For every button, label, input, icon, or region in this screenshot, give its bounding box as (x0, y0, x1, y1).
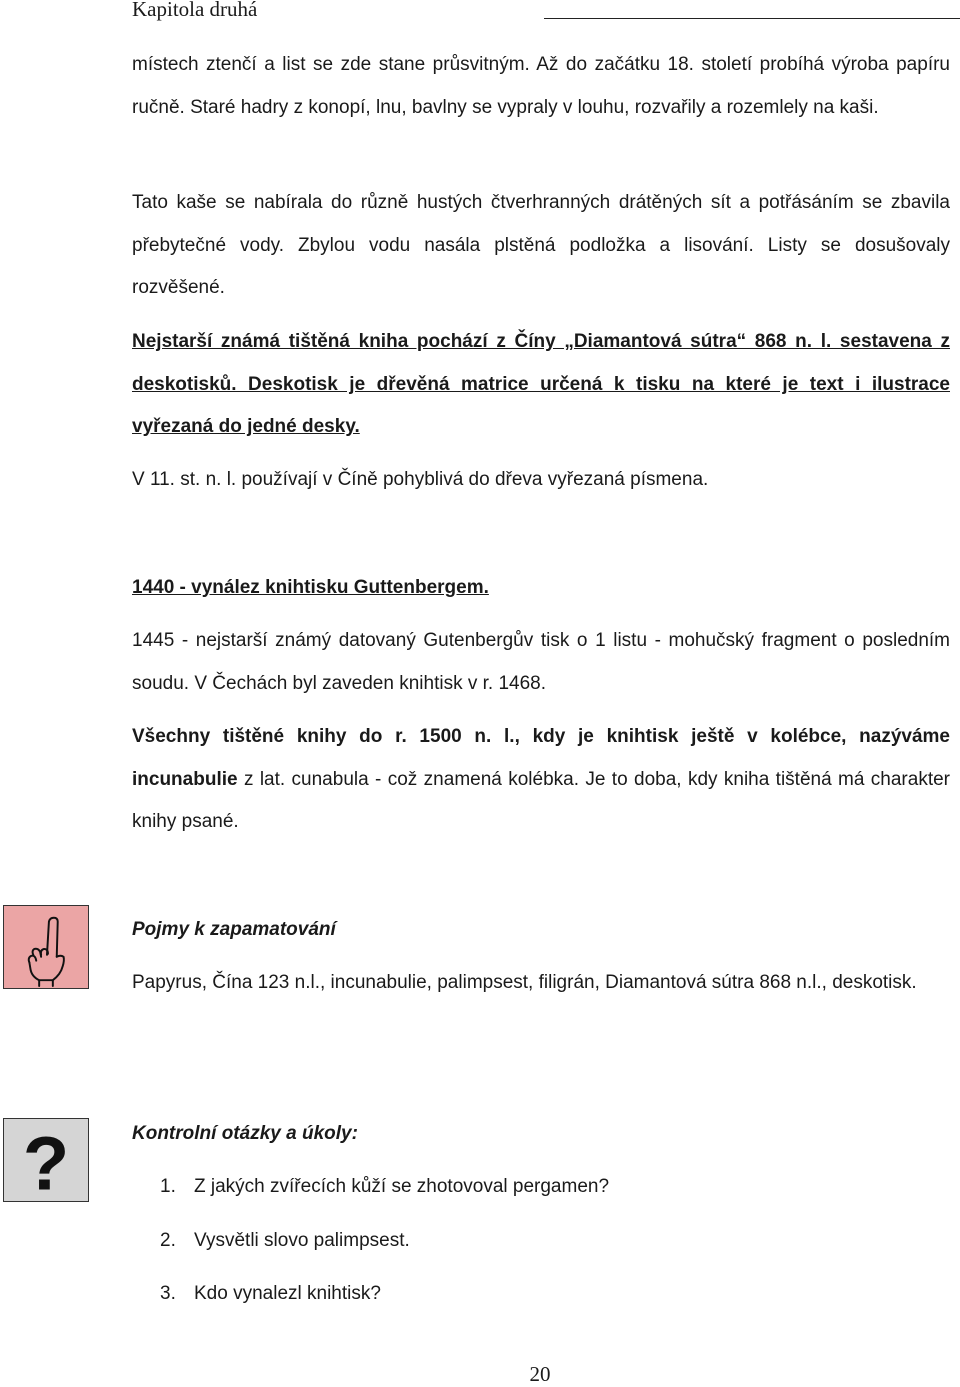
page-number: 20 (529, 1362, 551, 1386)
questions-heading: Kontrolní otázky a úkoly: (132, 1123, 358, 1144)
incunabula-explanation: z lat. cunabula - což znamená kolébka. Je to doba, kdy kniha tištěná má charakter knihy psané. (132, 768, 950, 833)
header-rule (544, 18, 960, 19)
incunabula-intro: Všechny tištěné knihy do r. 1500 n. l., kdy je knihtisk ještě v kolébce, nazýváme (132, 726, 950, 747)
paragraph-paper-production: místech ztenčí a list se zde stane průsvitným. Až do začátku 18. století probíhá výroba papíru ručně. Staré hadry z konopí, lnu, bavlny se vypraly v louhu, rozvařily a rozemlely na kaši. (132, 54, 950, 118)
question-item: 3. Kdo vynalezl knihtisk? (160, 1283, 381, 1304)
paragraph-paper-drying: Tato kaše se nabírala do různě hustých čtverhranných drátěných sít a potřásáním se zbavila přebytečné vody. Zbylou vodu nasála plstěná podložka a lisování. Listy se dosušovaly rozvěšené. (132, 192, 950, 299)
concepts-list: Papyrus, Čína 123 n.l., incunabulie, palimpsest, filigrán, Diamantová sútra 868 n.l., deskotisk. (132, 972, 917, 993)
paragraph-gutenberg-invention: 1440 - vynález knihtisku Guttenbergem. (132, 577, 489, 598)
paragraph-mainz-fragment: 1445 - nejstarší známý datovaný Gutenbergův tisk o 1 listu - mohučský fragment o posledním soudu. V Čechách byl zaveden knihtisk v r. 1468. (132, 630, 950, 694)
paragraph-movable-type: V 11. st. n. l. používají v Číně pohyblivá do dřeva vyřezaná písmena. (132, 469, 709, 490)
chapter-title: Kapitola druhá (132, 0, 258, 21)
page-header (132, 0, 960, 22)
question-mark-icon (3, 1118, 89, 1202)
concepts-heading: Pojmy k zapamatování (132, 919, 336, 940)
question-item: 2. Vysvětli slovo palimpsest. (160, 1230, 410, 1251)
incunabula-term: incunabulie (132, 768, 238, 790)
paragraph-diamond-sutra: Nejstarší známá tištěná kniha pochází z Číny „Diamantová sútra“ 868 n. l. sestavena z deskotisků. Deskotisk je dřevěná matrice určená k tisku na které je text i ilustrace vyřezaná do jedné desky. (132, 331, 950, 438)
pointing-finger-icon (3, 905, 89, 989)
question-item: 1. Z jakých zvířecích kůží se zhotovoval pergamen? (160, 1176, 610, 1197)
paragraph-incunabula (132, 716, 950, 844)
svg-text:?: ? (22, 1121, 70, 1201)
